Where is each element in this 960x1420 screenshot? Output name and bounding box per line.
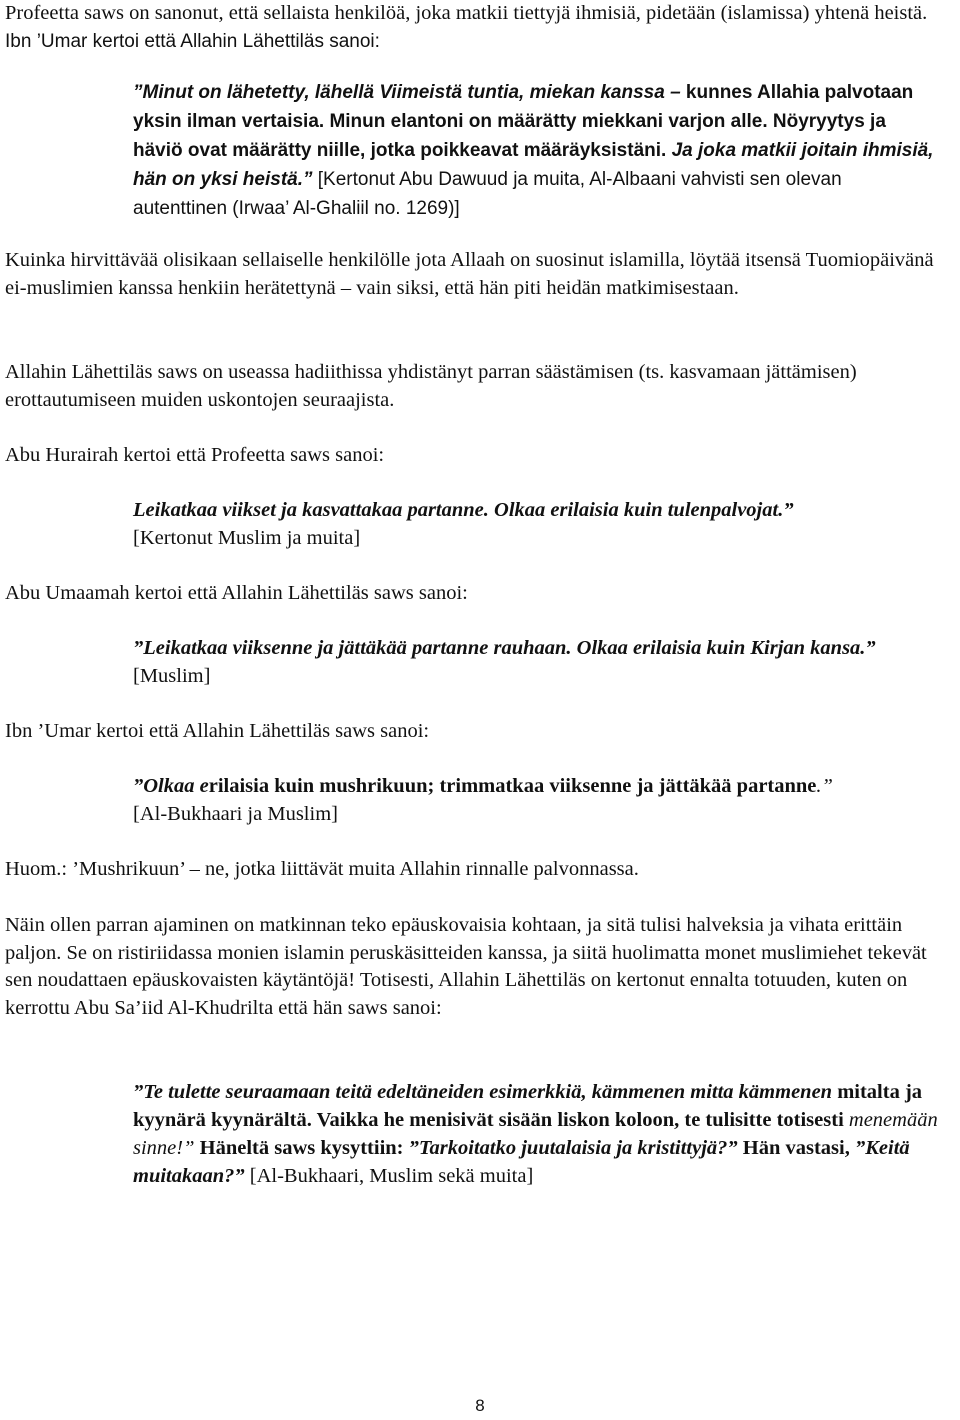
- quote-4-part-a: ”Olkaa e: [133, 775, 209, 797]
- quote-5-part-b: mitalta ja kyynärä kyynärältä. Vaikka he menisivät sisään liskon koloon, te tulisitte totisesti: [133, 1081, 923, 1131]
- quote-hadith-5: [133, 1078, 940, 1190]
- quote-5-part-g: ”Keitä muitakaan?”: [133, 1137, 910, 1187]
- quote-4-part-b: rilaisia kuin mushrikuun; trimmatkaa viiksenne ja jättäkää partanne: [208, 775, 817, 797]
- page-number: 8: [475, 1396, 485, 1415]
- quote-3-text: ”Leikatkaa viiksenne ja jättäkää partanne rauhaan. Olkaa erilaisia kuin Kirjan kansa.”: [133, 637, 876, 659]
- quote-hadith-2: [133, 497, 940, 552]
- quote-3-source: [Muslim]: [133, 664, 211, 687]
- paragraph-3: Allahin Lähettiläs saws on useassa hadiithissa yhdistänyt parran säästämisen (ts. kasvamaan jättämisen) erottautumiseen muiden uskontojen seuraajista.: [5, 361, 857, 411]
- quote-1-part-a: ”Minut on lähetetty, lähellä Viimeistä tuntia, miekan kanssa –: [133, 82, 686, 103]
- paragraph-2: Kuinka hirvittävää olisikaan sellaiselle henkilölle jota Allaah on suosinut islamilla, löytää itsensä Tuomiopäivänä ei-muslimien kanssa henkiin herätettynä – vain siksi, että hän piti heidän matkimisestaan.: [5, 249, 934, 299]
- paragraph-4: Abu Hurairah kertoi että Profeetta saws sanoi:: [5, 444, 385, 466]
- paragraph-8: Näin ollen parran ajaminen on matkinnan teko epäuskovaisia kohtaan, ja sitä tulisi halveksia ja vihata erittäin paljon. Se on ristiriidassa monien islamin peruskäsitteiden kanssa, ja siitä huolimatta monet muslimiehet tekevät sen noudattaen epäuskovaisten käytäntöjä! Totisesti, Allahin Lähettiläs on kertonut ennalta totuuden, kuten on kerrottu Abu Sa’iid Al-Khudrilta että hän saws sanoi:: [5, 914, 927, 1019]
- quote-2-text: Leikatkaa viikset ja kasvattakaa partanne. Olkaa erilaisia kuin tulenpalvojat.”: [133, 499, 794, 521]
- quote-5-part-f: Hän vastasi,: [737, 1137, 855, 1159]
- quote-5-source: [Al-Bukhaari, Muslim sekä muita]: [244, 1165, 534, 1187]
- quote-1-part-c: Ja joka matkii joitain ihmisiä, hän on yksi heistä.”: [133, 140, 934, 190]
- paragraph-5: Abu Umaamah kertoi että Allahin Lähettiläs saws sanoi:: [5, 582, 468, 604]
- paragraph-note: Huom.: ’Mushrikuun’ – ne, jotka liittävät muita Allahin rinnalle palvonnassa.: [5, 858, 639, 880]
- quote-4-source: [Al-Bukhaari ja Muslim]: [133, 802, 338, 825]
- quote-1-source: [Kertonut Abu Dawuud ja muita, Al-Albaani vahvisti sen olevan autenttinen (Irwaa’ Al-Ghaliil no. 1269)]: [133, 169, 842, 219]
- quote-1-part-b: kunnes Allahia palvotaan yksin ilman vertaisia. Minun elantoni on määrätty miekkani varjon alle. Nöyryytys ja häviö ovat määrätty niille, jotka poikkeavat määräyksistäni.: [133, 82, 914, 161]
- quote-4-part-c: .”: [816, 775, 833, 797]
- quote-5-part-c: menemään sinne!”: [133, 1109, 938, 1159]
- quote-5-part-d: Häneltä saws kysyttiin:: [194, 1137, 409, 1159]
- paragraph-6: Ibn ’Umar kertoi että Allahin Lähettiläs saws sanoi:: [5, 720, 430, 742]
- intro-line-1: Profeetta saws on sanonut, että sellaista henkilöä, joka matkii tiettyjä ihmisiä, pidetään (islamissa): [5, 2, 810, 24]
- quote-hadith-1: [133, 78, 940, 223]
- intro-line-2: yhtenä heistä.: [814, 2, 928, 24]
- quote-5-part-a: ”Te tulette seuraamaan teitä edeltäneiden esimerkkiä, kämmenen mitta kämmenen: [133, 1081, 838, 1103]
- paragraph-intro: [5, 0, 954, 55]
- quote-hadith-3: [133, 635, 940, 690]
- quote-hadith-4: [133, 773, 940, 828]
- intro-narration: Ibn ’Umar kertoi että Allahin Lähettiläs sanoi:: [5, 30, 380, 52]
- quote-2-source: [Kertonut Muslim ja muita]: [133, 526, 361, 549]
- quote-5-part-e: ”Tarkoitatko juutalaisia ja kristittyjä?”: [408, 1137, 738, 1159]
